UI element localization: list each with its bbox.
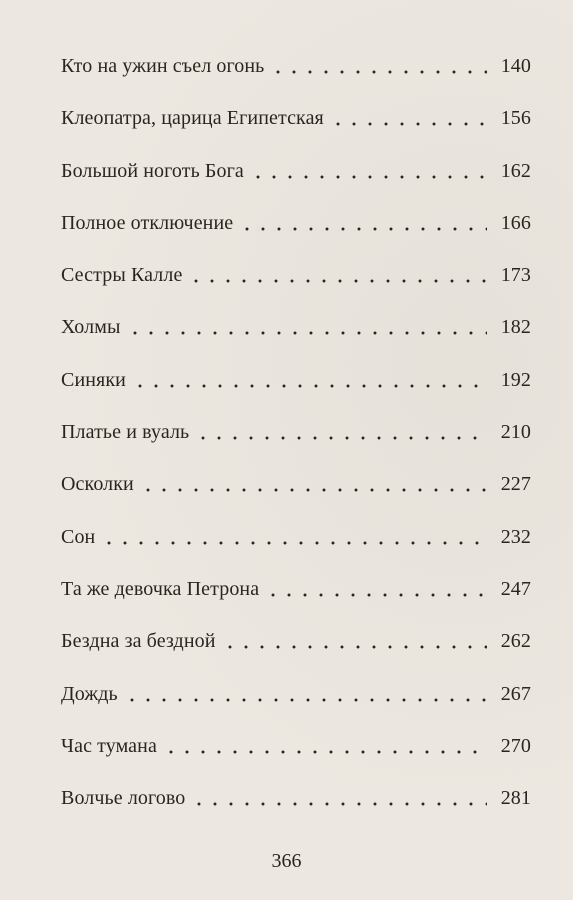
dot-leader (222, 630, 487, 650)
entry-title: Полное отключение (61, 211, 234, 234)
entry-title: Синяки (61, 368, 126, 391)
entry-title: Дождь (61, 682, 118, 705)
dot-leader (127, 316, 488, 336)
entry-page-number: 262 (500, 630, 531, 653)
entry-page-number: 210 (500, 421, 531, 444)
toc-entry (61, 366, 531, 418)
entry-title: Клеопатра, царица Египетская (61, 107, 324, 130)
entry-title: Осколки (61, 473, 134, 496)
entry-page-number: 182 (500, 316, 531, 339)
dot-leader (265, 578, 487, 598)
toc-entry (61, 523, 531, 575)
entry-title: Та же девочка Петрона (61, 577, 260, 600)
entry-title: Час тумана (61, 734, 157, 757)
entry-page-number: 270 (500, 734, 531, 757)
dot-leader (195, 421, 487, 441)
page-number-footer: 366 (271, 850, 302, 872)
entry-title: Сестры Калле (61, 264, 183, 287)
toc-entry (61, 680, 531, 732)
entry-page-number: 156 (500, 107, 531, 130)
dot-leader (191, 787, 487, 807)
toc-entry (61, 313, 531, 365)
dot-leader (101, 526, 487, 546)
entry-title: Платье и вуаль (61, 421, 190, 444)
toc-entry (61, 784, 531, 836)
entry-page-number: 281 (500, 787, 531, 810)
toc-entry (61, 209, 531, 261)
entry-page-number: 192 (500, 368, 531, 391)
entry-page-number: 140 (500, 55, 531, 77)
entry-page-number: 166 (500, 211, 531, 234)
toc-entry (61, 261, 531, 313)
dot-leader (124, 683, 487, 703)
entry-page-number: 232 (500, 525, 531, 548)
entry-title: Большой ноготь Бога (61, 159, 244, 182)
entry-title: Бездна за бездной (61, 630, 216, 653)
toc-entry (61, 418, 531, 470)
dot-leader (250, 160, 487, 180)
toc-entry (61, 575, 531, 627)
toc-entry (61, 470, 531, 522)
entry-page-number: 267 (500, 682, 531, 705)
entry-page-number: 173 (500, 264, 531, 287)
toc-entry (61, 52, 531, 104)
dot-leader (188, 264, 487, 284)
entry-page-number: 227 (500, 473, 531, 496)
entry-page-number: 162 (500, 159, 531, 182)
entry-title: Волчье логово (61, 787, 186, 810)
dot-leader (330, 107, 487, 127)
entry-title: Кто на ужин съел огонь (61, 55, 265, 77)
toc-entry (61, 104, 531, 156)
dot-leader (163, 735, 487, 755)
dot-leader (132, 369, 487, 389)
entry-title: Холмы (61, 316, 121, 339)
dot-leader (140, 473, 487, 493)
dot-leader (270, 55, 487, 75)
table-of-contents (61, 52, 531, 836)
toc-entry (61, 627, 531, 679)
entry-page-number: 247 (500, 577, 531, 600)
toc-entry (61, 732, 531, 784)
toc-entry (61, 157, 531, 209)
entry-title: Сон (61, 525, 96, 548)
dot-leader (239, 212, 487, 232)
